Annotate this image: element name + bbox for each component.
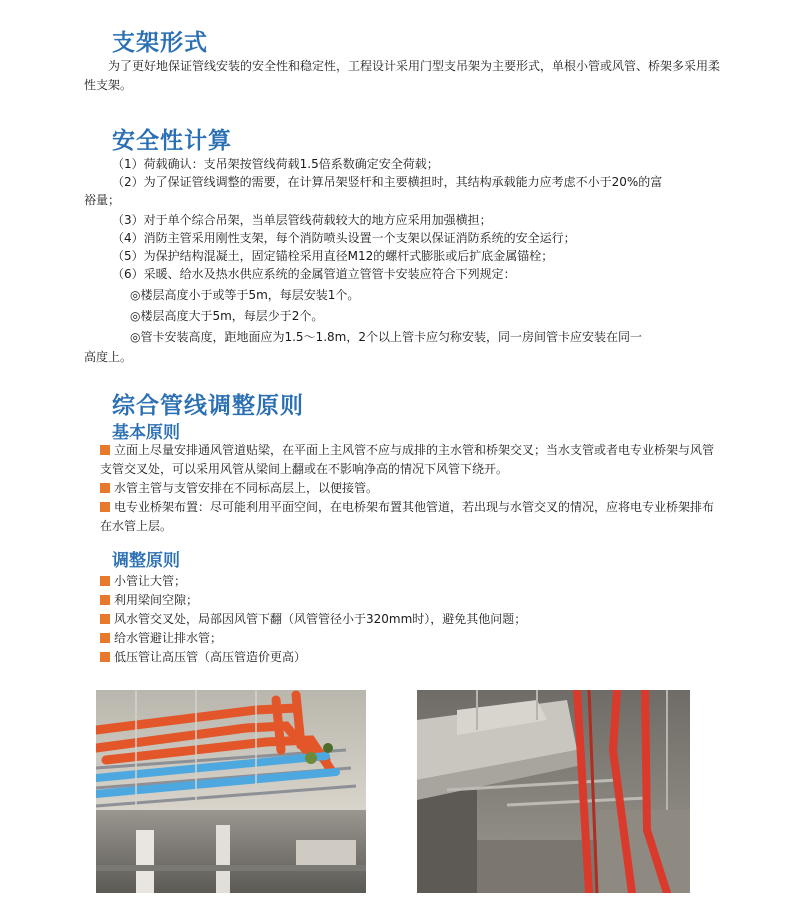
square-bullet-icon: [100, 445, 110, 455]
list-item: 风水管交叉处，局部因风管下翻（风管管径小于320mm时），避免其他问题；: [100, 610, 725, 629]
safety-item: （2）为了保证管线调整的需要，在计算吊架竖杆和主要横担时，其结构承载能力应考虑不小于20%的富: [112, 175, 663, 189]
square-bullet-icon: [100, 576, 110, 586]
safety-sub-item: ◎楼层高度小于或等于5m，每层安装1个。: [130, 288, 360, 302]
square-bullet-icon: [100, 502, 110, 512]
safety-item: （1）荷载确认：支吊架按管线荷载1.5倍系数确定安全荷载；: [112, 157, 439, 171]
safety-item: （6）采暖、给水及热水供应系统的金属管道立管管卡安装应符合下列规定：: [112, 267, 516, 281]
list-item: 水管主管与支管安排在不同标高层上，以便接管。: [100, 479, 725, 498]
square-bullet-icon: [100, 614, 110, 624]
list-item: 立面上尽量安排通风管道贴梁，在平面上主风管不应与成排的主水管和桥架交叉；当水支管或者电专业桥架与风管支管交叉处，可以采用风管从梁间上翻或在不影响净高的情况下风管下绕开。: [100, 443, 715, 476]
square-bullet-icon: [100, 483, 110, 493]
section-title-safety: 安全性计算: [112, 128, 232, 154]
list-item: 低压管让高压管（高压管造价更高）: [100, 648, 725, 667]
duct-installation-photo-right: [417, 690, 690, 893]
safety-item: （5）为保护结构混凝土，固定锚栓采用直径M12的螺杆式膨胀或后扩底金属锚栓；: [112, 249, 554, 263]
safety-item: （4）消防主管采用刚性支架，每个消防喷头设置一个支架以保证消防系统的安全运行；: [112, 231, 576, 245]
pipe-photo-left-svg: [96, 690, 366, 893]
section-title-support: 支架形式: [112, 30, 208, 56]
list-item: 给水管避让排水管；: [100, 629, 725, 648]
square-bullet-icon: [100, 633, 110, 643]
safety-sub-item: ◎管卡安装高度，距地面应为1.5～1.8m，2个以上管卡应匀称安装，同一房间管卡应安装在同一: [130, 330, 642, 344]
list-item: 电专业桥架布置：尽可能利用平面空间，在电桥架布置其他管道，若出现与水管交叉的情况，应将电专业桥架排布在水管上层。: [100, 500, 715, 533]
pipe-photo-right-svg: [417, 690, 690, 893]
safety-sub-item: ◎楼层高度大于5m，每层少于2个。: [130, 309, 324, 323]
square-bullet-icon: [100, 595, 110, 605]
safety-item: 裕量；: [84, 193, 121, 207]
list-item: 小管让大管；: [100, 572, 725, 591]
square-bullet-icon: [100, 652, 110, 662]
pipe-installation-photo-left: [96, 690, 366, 893]
list-item: 利用梁间空隙；: [100, 591, 725, 610]
section-title-principles: 综合管线调整原则: [112, 393, 304, 419]
support-paragraph: 为了更好地保证管线安装的安全性和稳定性，工程设计采用门型支吊架为主要形式，单根小管或风管、桥架多采用柔性支架。: [84, 59, 721, 92]
safety-sub-item: 高度上。: [84, 350, 133, 364]
safety-item: （3）对于单个综合吊架，当单层管线荷载较大的地方应采用加强横担；: [112, 213, 492, 227]
subsection-title-adjust: 调整原则: [112, 551, 180, 571]
subsection-title-basic: 基本原则: [112, 423, 180, 443]
